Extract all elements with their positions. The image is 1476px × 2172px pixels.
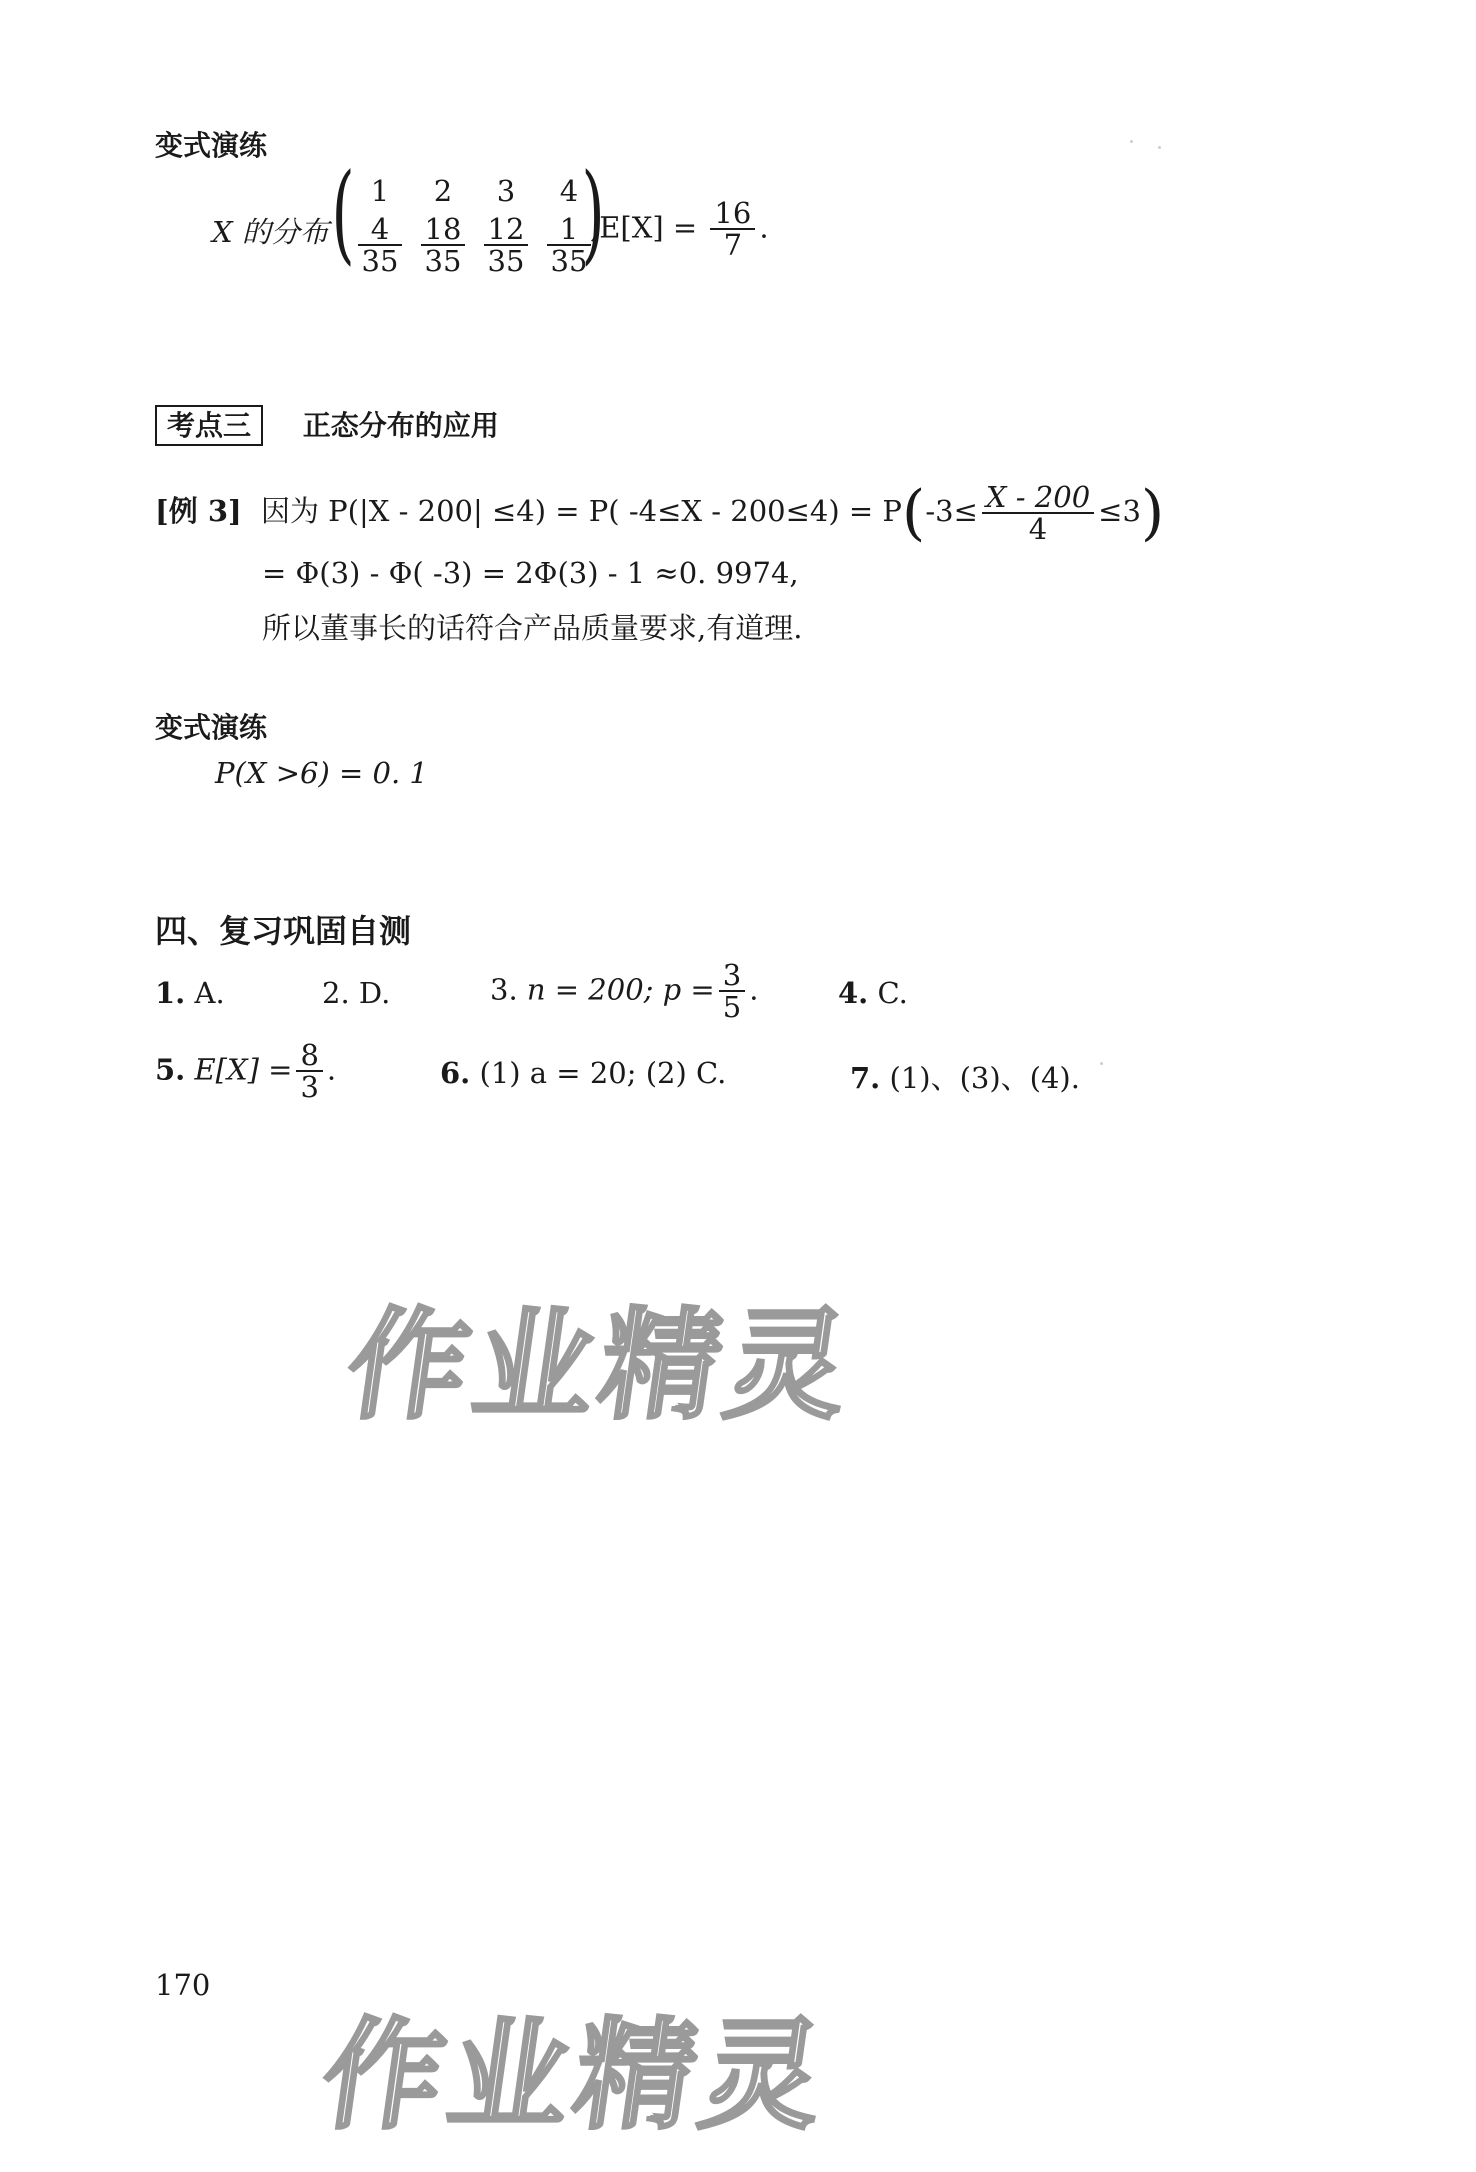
matrix-frac-3: $\frac{12}{35}$: [476, 214, 536, 277]
matrix-top-2: 2: [433, 174, 453, 208]
example-3-line-2: = Φ(3) - Φ( -3) = 2Φ(3) - 1 ≈0. 9974,: [262, 556, 799, 590]
matrix-top-3: 3: [496, 174, 516, 208]
watermark-logo-1: 作业精灵: [338, 1297, 863, 1436]
topic-3-box-label: 考点三: [155, 405, 263, 446]
example-3-label: [例 3]: [155, 494, 242, 528]
matrix-frac-4: $\frac{1}{35}$: [539, 214, 599, 277]
expectation-fraction: $\frac{16}{7}$: [710, 198, 755, 261]
answer-1: 1. A.: [155, 976, 225, 1010]
x-distribution-label: [212, 210, 329, 251]
answer-3: 3. n = 200; p = $\frac{3}{5}$ .: [490, 958, 759, 1025]
matrix-frac-2: $\frac{18}{35}$: [413, 214, 473, 277]
scan-speck: [1158, 146, 1161, 149]
page-number: 170: [155, 1968, 211, 2002]
expectation-label: ,E[X] =: [590, 210, 698, 245]
topic-3-title: 正态分布的应用: [302, 409, 499, 442]
matrix-top-4: 4: [559, 174, 579, 208]
expectation-line: ,E[X] = $\frac{16}{7}$ .: [590, 196, 769, 263]
answer-4: 4. C.: [838, 976, 908, 1010]
left-paren: (: [331, 151, 355, 276]
matrix-frac-1: $\frac{4}{35}$: [350, 214, 410, 277]
answer-5: 5. E[X] = $\frac{8}{3}$ .: [155, 1038, 337, 1105]
answer-2: 2. D.: [322, 976, 391, 1010]
scan-speck: [1100, 1062, 1103, 1065]
answer-6: 6. (1) a = 20; (2) C.: [440, 1056, 727, 1090]
matrix-top-1: 1: [370, 174, 390, 208]
distribution-prefix: X 的分布: [212, 215, 329, 249]
right-paren: ): [581, 151, 605, 276]
watermark-logo-2: 作业精灵: [313, 2007, 838, 2146]
example-3-line-3: 所以董事长的话符合产品质量要求,有道理.: [262, 611, 803, 645]
variant-answer-2: P(X >6) = 0. 1: [215, 756, 428, 790]
example-3-line-1: [例 3] 因为 P(|X - 200| ≤4) = P( -4≤X - 200≤4) = P(-3≤ $\frac{X - 200}{4}$ ≤3): [155, 478, 1165, 548]
review-heading: 四、复习巩固自测: [155, 912, 412, 950]
scan-speck: [1130, 140, 1133, 143]
example-3-fraction: $\frac{X - 200}{4}$: [982, 482, 1094, 545]
distribution-matrix: [328, 151, 605, 288]
variant-practice-heading-2: 变式演练: [155, 711, 268, 744]
topic-3-header: [155, 404, 499, 444]
variant-practice-heading-1: 变式演练: [155, 129, 268, 162]
answer-7: 7. (1)、(3)、(4).: [850, 1061, 1080, 1095]
